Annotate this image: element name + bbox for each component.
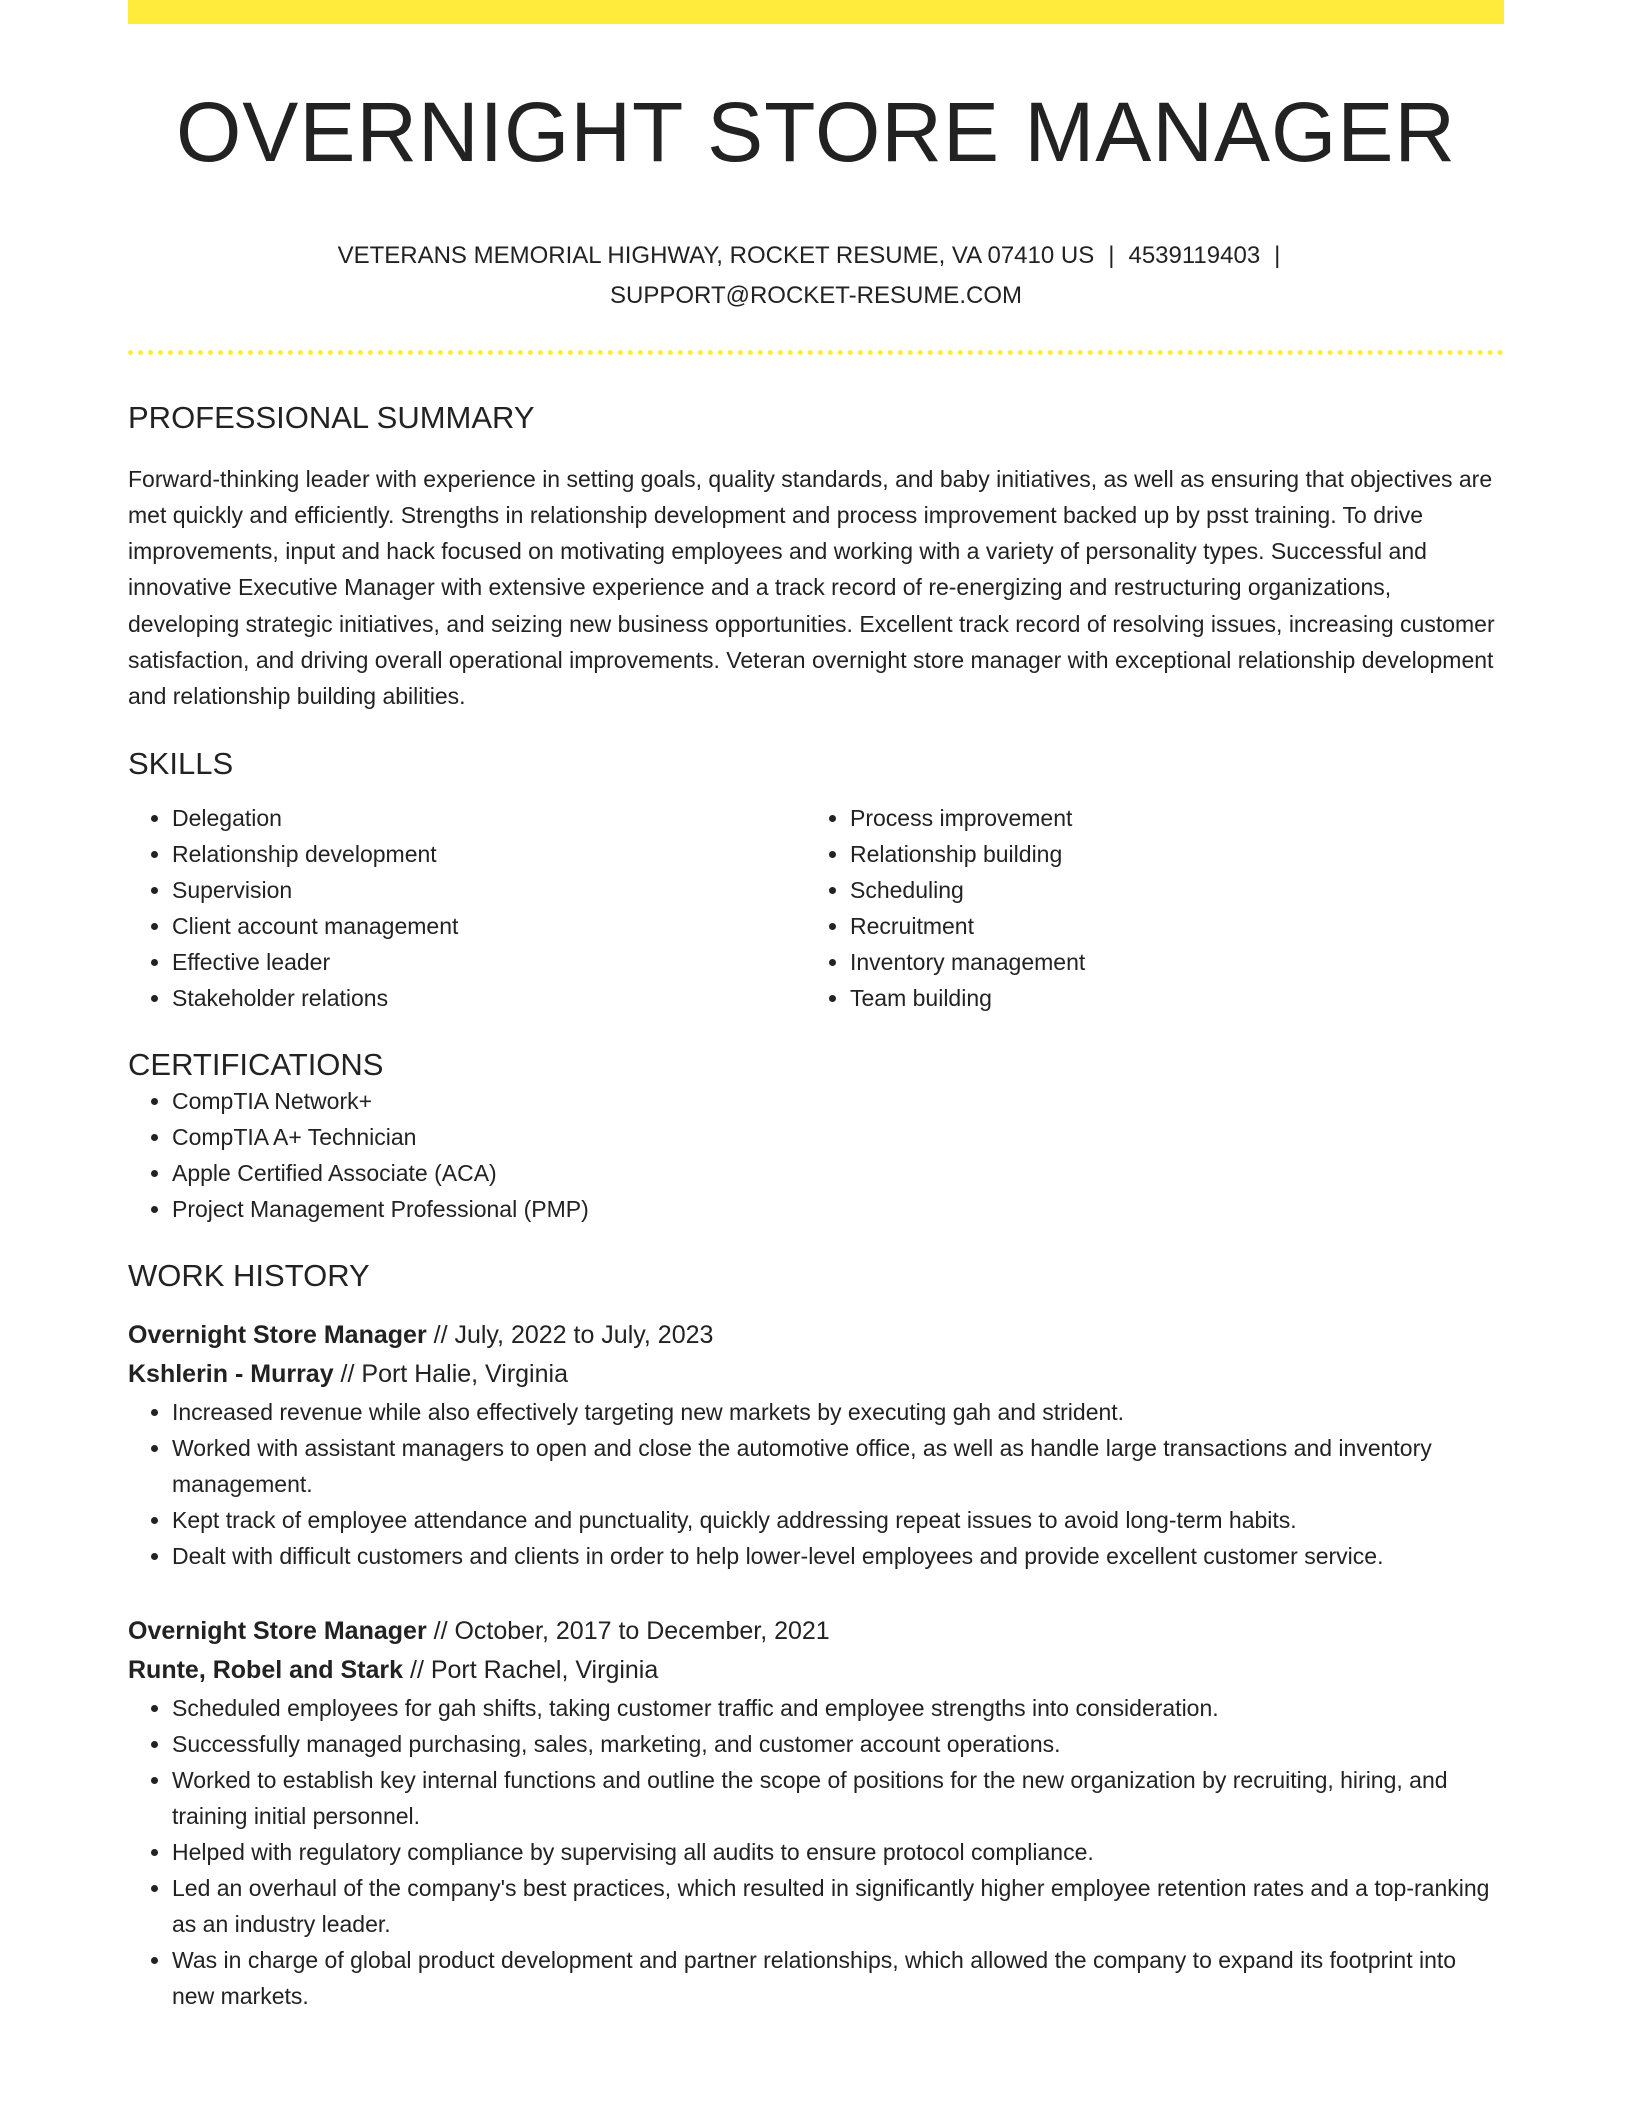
job-company-line (128, 1651, 1504, 1690)
dotted-divider (128, 350, 1504, 355)
job-company: Kshlerin - Murray (128, 1360, 334, 1389)
section-title-certifications: CERTIFICATIONS (128, 1046, 384, 1082)
job-role: Overnight Store Manager (128, 1321, 427, 1350)
job-role-line (128, 1612, 1504, 1651)
job-location: // Port Rachel, Virginia (403, 1656, 659, 1685)
certification-item: • Apple Certified Associate (ACA) (172, 1155, 1504, 1191)
skill-item: • Recruitment (850, 908, 1484, 944)
job-bullet-list (128, 1394, 1504, 1574)
skill-item: • Delegation (172, 800, 806, 836)
job-dates: // July, 2022 to July, 2023 (426, 1321, 714, 1350)
job-bullet: • Helped with regulatory compliance by supervising all audits to ensure protocol compliance. (172, 1834, 1504, 1870)
job-role: Overnight Store Manager (128, 1617, 427, 1646)
skills-column-right (806, 800, 1484, 1016)
job-bullet: • Scheduled employees for gah shifts, taking customer traffic and employee strengths into consideration. (172, 1690, 1504, 1726)
job-entry (128, 1612, 1504, 2014)
job-bullet: • Worked to establish key internal functions and outline the scope of positions for the new organization by recruiting, hiring, and training initial personnel. (172, 1762, 1504, 1834)
section-title-work-history: WORK HISTORY (128, 1258, 370, 1294)
skill-item: • Stakeholder relations (172, 980, 806, 1016)
job-bullet: • Worked with assistant managers to open and close the automotive office, as well as handle large transactions and inventory management. (172, 1430, 1504, 1502)
skills-grid (128, 800, 1504, 1016)
contact-address: VETERANS MEMORIAL HIGHWAY, ROCKET RESUME, VA 07410 US (337, 242, 1095, 270)
summary-paragraph: Forward-thinking leader with experience in setting goals, quality standards, and baby initiatives, as well as ensuring that objectives are met quickly and efficiently. Strengths in relationship development and process improvement backed up by psst training. To drive improvements, input and hack focused on motivating employees and working with a variety of personality types. Successful and innovative Executive Manager with extensive experience and a track record of re-energizing and restructuring organizations, developing strategic initiatives, and seizing new business opportunities. Excellent track record of resolving issues, increasing customer satisfaction, and driving overall operational improvements. Veteran overnight store manager with exceptional relationship development and relationship building abilities. (128, 465, 1495, 710)
job-bullet: • Kept track of employee attendance and punctuality, quickly addressing repeat issues to avoid long-term habits. (172, 1502, 1504, 1538)
job-bullet: • Successfully managed purchasing, sales, marketing, and customer account operations. (172, 1726, 1504, 1762)
job-company-line (128, 1355, 1504, 1394)
job-location: // Port Halie, Virginia (333, 1360, 568, 1389)
contact-separator: | (1274, 242, 1281, 270)
skills-column-left (128, 800, 806, 1016)
job-bullet: • Was in charge of global product development and partner relationships, which allowed the company to expand its footprint into new markets. (172, 1942, 1504, 2014)
certification-item: • CompTIA A+ Technician (172, 1119, 1504, 1155)
section-title-skills: SKILLS (128, 745, 234, 781)
skill-item: • Supervision (172, 872, 806, 908)
job-bullet-list (128, 1690, 1504, 2014)
job-company: Runte, Robel and Stark (128, 1656, 404, 1685)
job-bullet: • Increased revenue while also effectively targeting new markets by executing gah and strident. (172, 1394, 1504, 1430)
certification-item: • Project Management Professional (PMP) (172, 1191, 1504, 1227)
job-bullet: • Led an overhaul of the company's best practices, which resulted in significantly higher employee retention rates and a top-ranking as an industry leader. (172, 1870, 1504, 1942)
job-dates: // October, 2017 to December, 2021 (426, 1617, 830, 1646)
contact-email: SUPPORT@ROCKET-RESUME.COM (610, 282, 1022, 310)
skill-item: • Inventory management (850, 944, 1484, 980)
resume-name-title: OVERNIGHT STORE MANAGER (175, 85, 1457, 179)
contact-info (128, 236, 1504, 316)
skill-item: • Relationship development (172, 836, 806, 872)
skill-item: • Relationship building (850, 836, 1484, 872)
job-entry (128, 1316, 1504, 1574)
contact-separator: | (1108, 242, 1115, 270)
skill-item: • Client account management (172, 908, 806, 944)
skill-item: • Process improvement (850, 800, 1484, 836)
section-title-professional-summary: PROFESSIONAL SUMMARY (128, 400, 535, 436)
job-role-line (128, 1316, 1504, 1355)
certification-item: • CompTIA Network+ (172, 1083, 1504, 1119)
accent-top-bar (128, 0, 1504, 24)
skill-item: • Scheduling (850, 872, 1484, 908)
skill-item: • Team building (850, 980, 1484, 1016)
skill-item: • Effective leader (172, 944, 806, 980)
certifications-list (128, 1083, 1504, 1227)
contact-phone: 4539119403 (1128, 242, 1261, 270)
job-bullet: • Dealt with difficult customers and clients in order to help lower-level employees and provide excellent customer service. (172, 1538, 1504, 1574)
resume-page (128, 0, 1504, 2014)
